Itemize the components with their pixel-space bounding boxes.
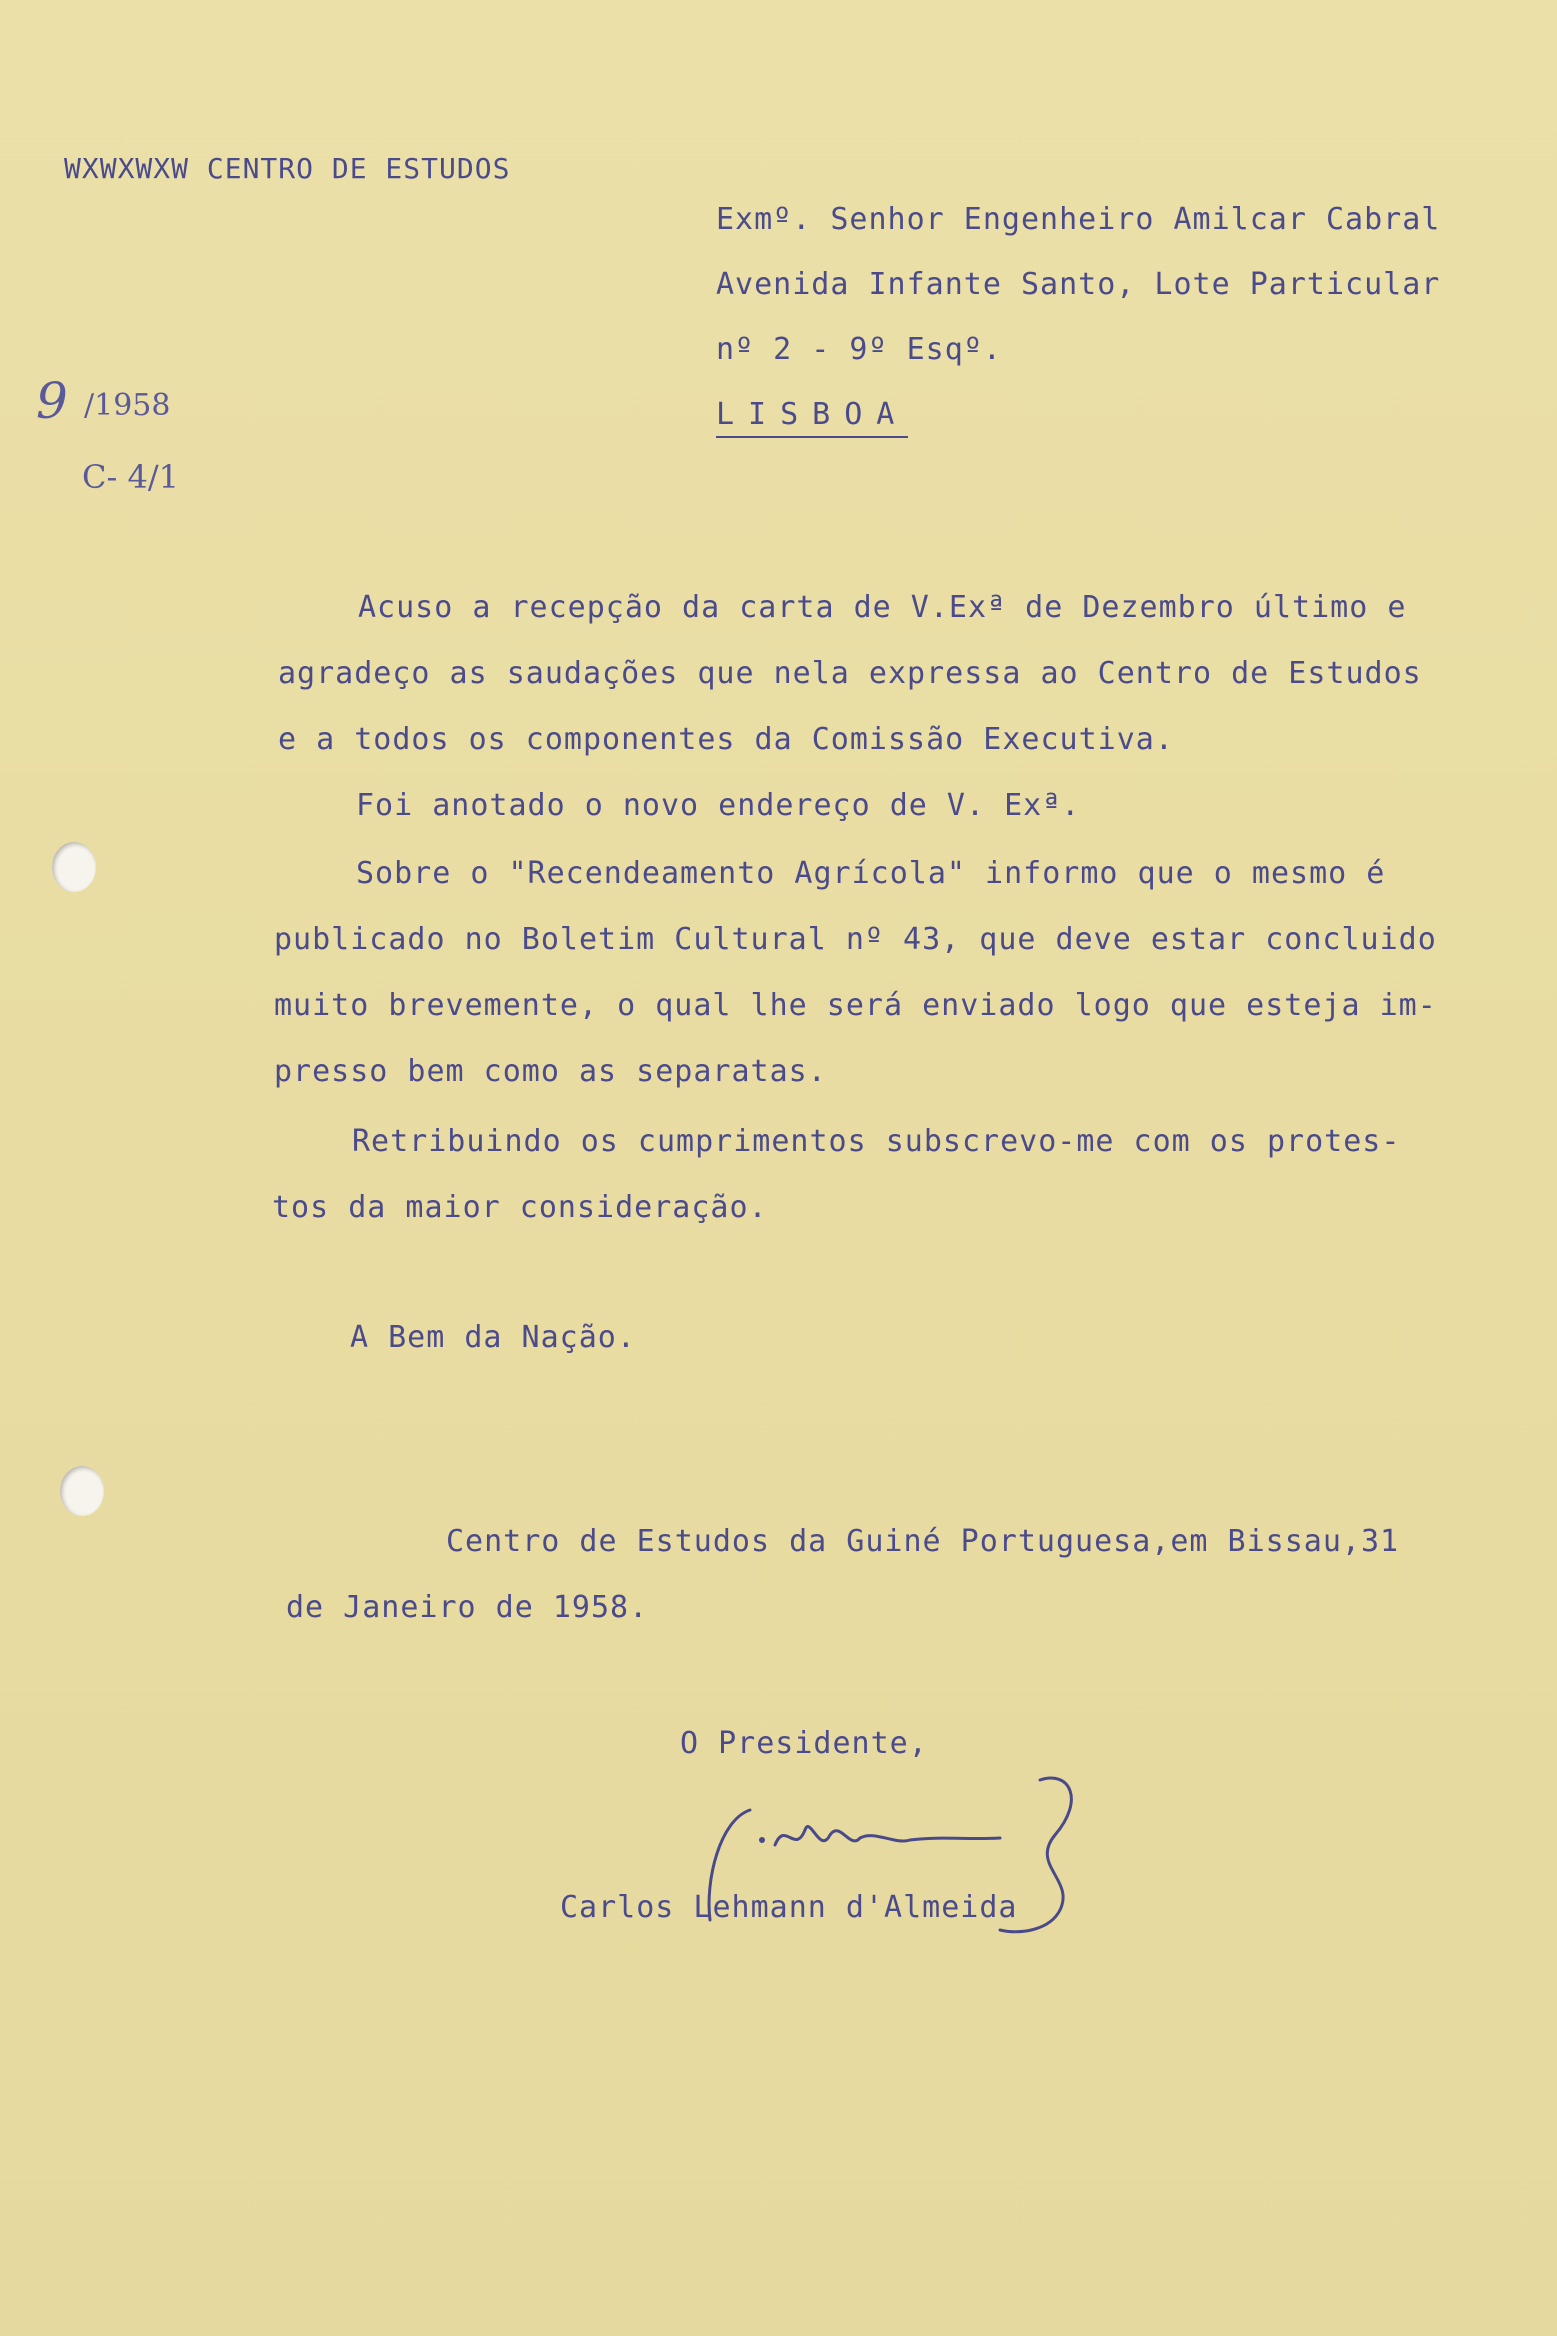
body-p3-line2: publicado no Boletim Cultural nº 43, que deve estar concluido bbox=[274, 922, 1437, 957]
body-p1-line3: e a todos os componentes da Comissão Executiva. bbox=[278, 722, 1174, 757]
body-p3-line4: presso bem como as separatas. bbox=[274, 1054, 827, 1089]
body-p4-line1: Retribuindo os cumprimentos subscrevo-me com os protes- bbox=[352, 1124, 1401, 1159]
recipient-line-3: nº 2 - 9º Esqº. bbox=[716, 332, 1002, 367]
body-p3-line3: muito brevemente, o qual lhe será enviado logo que esteja im- bbox=[274, 988, 1437, 1023]
body-p1-line2: agradeço as saudações que nela expressa ao Centro de Estudos bbox=[278, 656, 1422, 691]
body-p3-line1: Sobre o "Recendeamento Agrícola" informo que o mesmo é bbox=[356, 856, 1386, 891]
dateline-line2: de Janeiro de 1958. bbox=[286, 1590, 649, 1625]
recipient-line-1: Exmº. Senhor Engenheiro Amilcar Cabral bbox=[716, 202, 1441, 237]
dateline-line1: Centro de Estudos da Guiné Portuguesa,em Bissau,31 bbox=[446, 1524, 1400, 1559]
body-p4-line2: tos da maior consideração. bbox=[272, 1190, 768, 1225]
signatory-name: Carlos Lehmann d'Almeida bbox=[560, 1890, 1018, 1925]
signatory-title: O Presidente, bbox=[680, 1726, 928, 1761]
body-p1-line1: Acuso a recepção da carta de V.Exª de Dezembro último e bbox=[358, 590, 1407, 625]
recipient-line-2: Avenida Infante Santo, Lote Particular bbox=[716, 267, 1441, 302]
recipient-city: LISBOA bbox=[716, 397, 908, 438]
closing-phrase: A Bem da Nação. bbox=[350, 1320, 636, 1355]
reference-code: C- 4/1 bbox=[82, 458, 179, 496]
reference-number: 9 bbox=[36, 372, 68, 430]
punch-hole-bottom bbox=[60, 1466, 104, 1516]
body-p2: Foi anotado o novo endereço de V. Exª. bbox=[356, 788, 1081, 823]
punch-hole-top bbox=[52, 842, 96, 892]
reference-year: /1958 bbox=[84, 388, 171, 423]
sender-header: WXWXWXW CENTRO DE ESTUDOS bbox=[64, 152, 511, 185]
